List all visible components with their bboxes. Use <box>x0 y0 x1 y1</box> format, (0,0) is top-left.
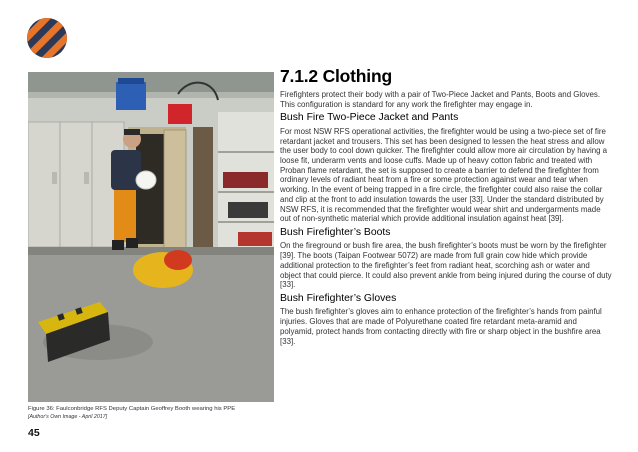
section-intro: Firefighters protect their body with a pair of Two-Piece Jacket and Pants, Boots and Gloves. This configuration is standard for any work the firefighter may engage in. <box>280 90 601 109</box>
subsection-body-boots: On the fireground or bush fire area, the bush firefighter’s boots must be worn by the firefighter [39]. The boots (Taipan Footwear 5072) are made from full grain cow hide which provide additional protection to the firefighter’s feet from radiant heat, scorching ash or water and object that could pierce. It could also prevent ankle from being injured during the course of duty [33]. <box>280 241 612 290</box>
caption-credit: [Author's Own Image - April 2017] <box>28 413 108 420</box>
figure-caption <box>28 406 278 421</box>
section-title: 7.1.2 Clothing <box>280 66 392 86</box>
subsection-heading-boots: Bush Firefighter’s Boots <box>280 226 391 238</box>
subsection-body-gloves: The bush firefighter’s gloves aim to enhance protection of the firefighter’s hands from painful injuries. Gloves that are made of Polyurethane coated fire retardant meta-aramid and polyamid, protect hands from contacting directly with fire or sharp object in the bushfire area [33]. <box>280 307 602 346</box>
caption-text: Figure 36: Faulconbridge RFS Deputy Captain Geoffrey Booth wearing his PPE <box>28 406 236 412</box>
figure-photo <box>28 72 274 402</box>
subsection-heading-gloves: Bush Firefighter’s Gloves <box>280 292 397 304</box>
page-number: 45 <box>28 427 40 439</box>
subsection-body-jacket-pants: For most NSW RFS operational activities, the firefighter would be using a two-piece set of fire retardant jacket and trousers. This set has been designed to lessen the heat stress and allow the user body to cool down quicker. The firefighter could allow more air circulation by having a loose fit, underarm vents and loose cuffs. Made up of heavy cotton fabric and treated with Proban flame retardant, the set is supposed to create a barrier to defend the firefighter from ordinary levels of radiant heat from a fire or some protection against wear and tear when working. In the event of being trapped in a fire circle, the firefighter could also raise the collar and clip at the front to add insulation towards the user [33]. Under the standard distributed by NSW RFS, it is recommended that the firefighter would wear shirt and undergarments made out of non-synthetic material which provide additional insulation against heat [39]. <box>280 126 608 224</box>
subsection-heading-jacket-pants: Bush Fire Two-Piece Jacket and Pants <box>280 112 459 124</box>
striped-circle-logo <box>27 18 67 58</box>
clothing-section <box>280 66 612 348</box>
